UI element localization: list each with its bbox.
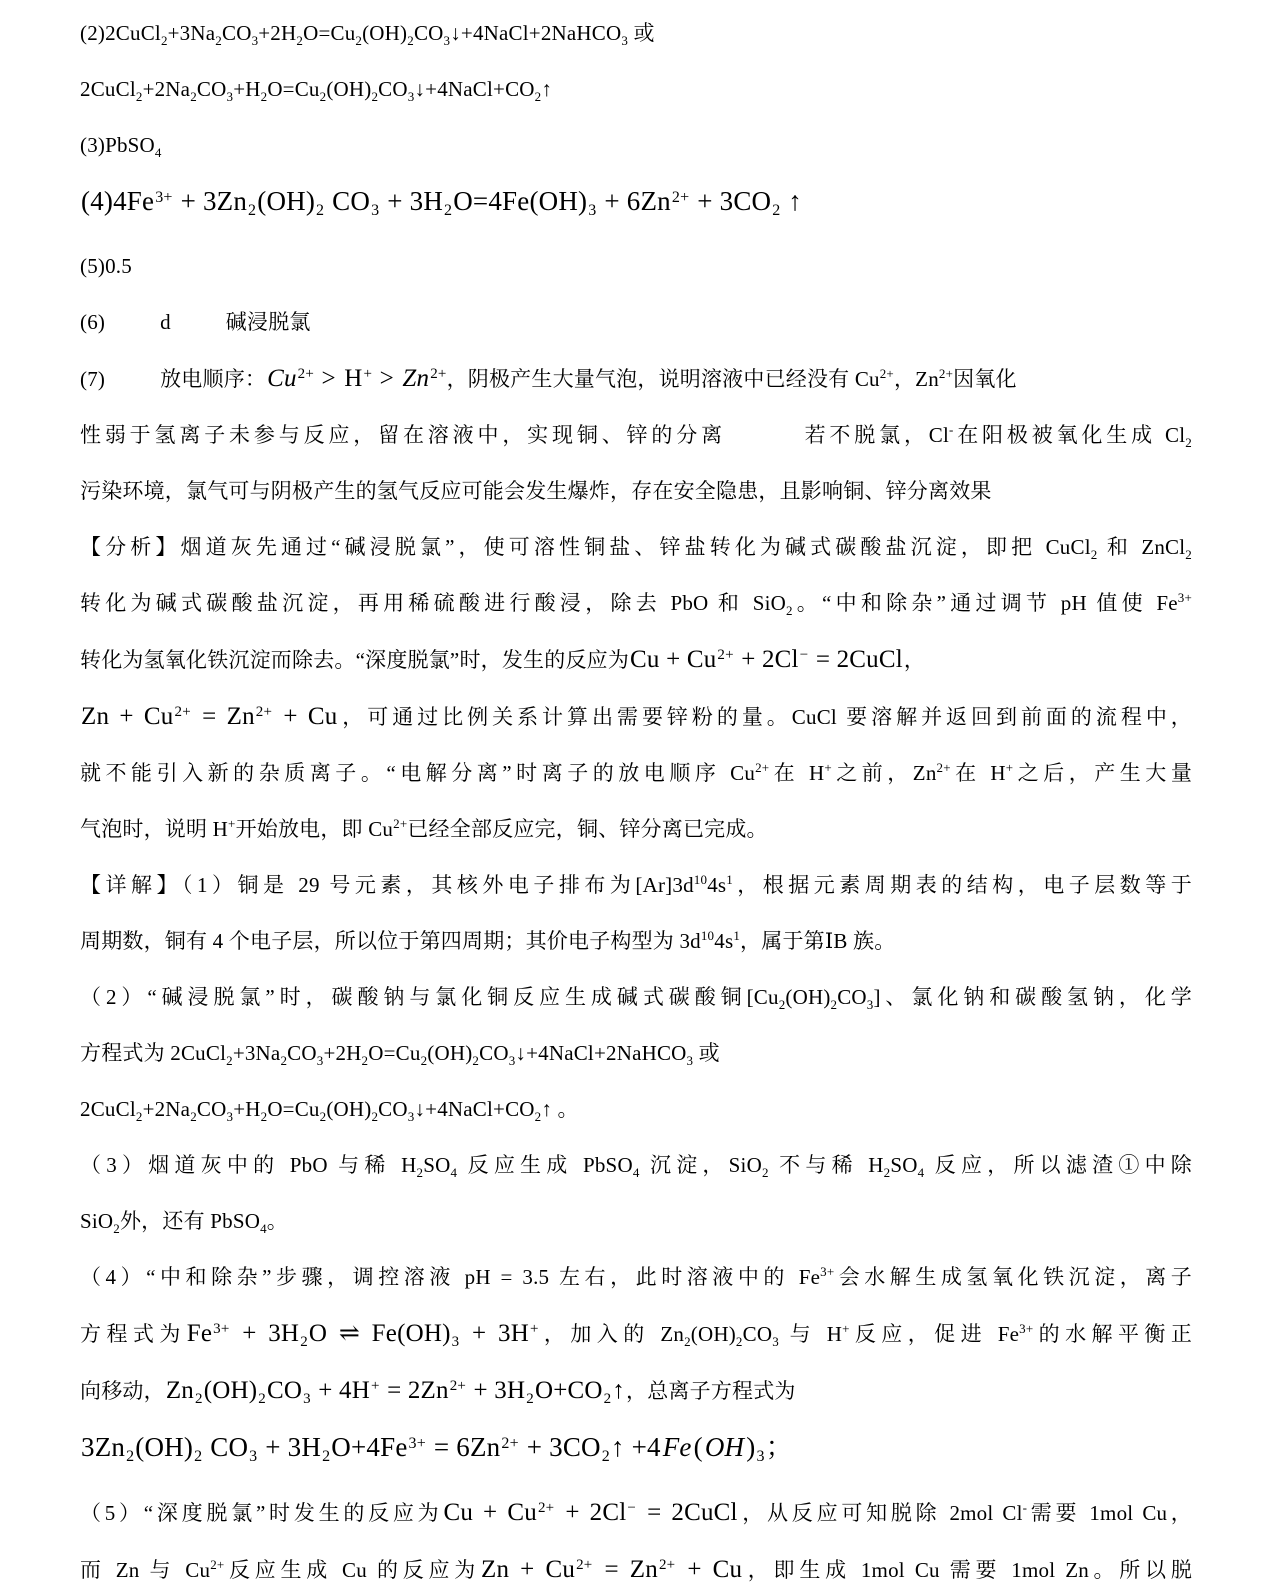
text-run: +: [1005, 760, 1014, 775]
text-run: 在阳极被氧化生成 Cl: [953, 423, 1186, 447]
text-run: ，属于第ⅠB 族。: [740, 929, 896, 953]
text-run: (4)4Fe: [81, 186, 155, 216]
text-run: +2H: [258, 21, 297, 45]
text-line: [80, 128, 1192, 163]
text-run: ↑ 。: [541, 1097, 579, 1121]
text-run: 3: [451, 1334, 460, 1351]
text-run: （4）“中和除杂”步骤，调控溶液 pH = 3.5 左右，此时溶液中的 Fe: [80, 1265, 821, 1289]
text-run: Zn: [402, 365, 430, 392]
text-run: ↑: [612, 1377, 626, 1404]
text-run: O+CO: [534, 1377, 603, 1404]
text-run: + 3Zn: [173, 186, 248, 216]
text-run: 转化为碱式碳酸盐沉淀，再用稀硫酸进行酸浸，除去 PbO 和 SiO: [80, 591, 786, 615]
text-run: 2: [300, 1334, 308, 1351]
text-run: 3+: [213, 1321, 230, 1337]
text-run: 之前，Zn: [831, 761, 937, 785]
text-run: ]、氯化钠和碳酸氢钠，化学: [873, 985, 1193, 1009]
text-run: 2: [194, 1448, 203, 1466]
text-run: + Cu: [273, 703, 338, 730]
text-run: (7): [80, 367, 106, 391]
text-line: [80, 16, 1192, 51]
text-run: 放电顺序：: [160, 367, 267, 391]
text-run: ↓+4NaCl+2NaHCO: [450, 21, 622, 45]
text-line: [80, 1495, 1192, 1531]
text-run: + 2Cl: [734, 646, 799, 673]
text-line: [80, 72, 1192, 107]
text-run: + 4H: [311, 1377, 370, 1404]
text-run: 2: [355, 33, 363, 49]
text-run: 4: [917, 1165, 925, 1181]
text-line: [80, 699, 1192, 735]
text-run: 2: [260, 89, 268, 105]
text-run: (OH): [785, 985, 831, 1009]
text-run: 1: [733, 928, 741, 943]
text-run: 3+: [820, 1264, 835, 1279]
text-run: d: [160, 310, 171, 334]
text-run: Fe: [662, 1432, 692, 1462]
text-run: = Zn: [593, 1556, 658, 1583]
text-run: Cu + Cu: [630, 646, 717, 673]
text-run: −: [627, 1500, 637, 1516]
text-run: ↓+4NaCl+CO: [414, 77, 535, 101]
text-run: Zn: [165, 1377, 194, 1404]
text-run: 在 H: [950, 761, 1006, 785]
text-run: +H: [233, 77, 261, 101]
text-run: 2: [135, 89, 143, 105]
text-run: Cu + Cu: [443, 1499, 537, 1526]
text-run: CO: [479, 1041, 509, 1065]
text-run: 2+: [576, 1557, 593, 1573]
text-line: [80, 474, 1192, 509]
text-run: 2: [319, 89, 327, 105]
text-run: 2: [603, 1391, 612, 1408]
text-run: 3: [226, 1109, 234, 1125]
text-run: （3）烟道灰中的 PbO 与稀 H: [80, 1153, 417, 1177]
text-run: 4: [450, 1165, 458, 1181]
text-run: ↑: [541, 77, 553, 101]
text-run: (OH): [203, 1377, 258, 1404]
text-run: 2: [601, 1448, 610, 1466]
text-run: 2: [1185, 547, 1192, 563]
text-run: 10: [700, 928, 715, 943]
text-run: CO: [196, 77, 227, 101]
text-run: 2+: [393, 816, 408, 831]
text-line: [80, 1552, 1192, 1584]
text-run: >: [373, 365, 401, 392]
text-run: 2: [883, 1165, 891, 1181]
text-run: 或: [693, 1041, 720, 1065]
text-run: +: [842, 1321, 850, 1336]
text-line: [80, 530, 1192, 565]
text-run: 2: [830, 997, 838, 1013]
text-run: (2)2CuCl: [80, 21, 161, 45]
text-run: 反应生成 PbSO: [457, 1153, 633, 1177]
text-run: 2: [420, 1053, 428, 1069]
text-run: ，从反应可知脱除 2mol Cl: [738, 1501, 1023, 1525]
text-run: 2: [778, 997, 786, 1013]
text-run: 碱浸脱氯: [225, 310, 311, 334]
text-run: 2: [1090, 547, 1098, 563]
text-run: 2: [319, 1109, 327, 1125]
text-run: 就不能引入新的杂质离子。“电解分离”时离子的放电顺序 Cu: [80, 761, 756, 785]
text-run: 2+: [671, 189, 690, 206]
text-run: 1: [726, 872, 733, 887]
text-run: O=Cu: [267, 77, 320, 101]
text-run: + 3H: [380, 186, 444, 216]
text-run: (3)PbSO: [80, 133, 155, 157]
text-run: O=Cu: [267, 1097, 320, 1121]
text-run: 3: [316, 1053, 324, 1069]
text-run: 2: [260, 1109, 268, 1125]
text-run: 2: [534, 1109, 542, 1125]
text-run: 2: [534, 89, 542, 105]
text-run: 2+: [210, 1557, 225, 1572]
text-run: （5）“深度脱氯”时发生的反应为: [80, 1501, 443, 1525]
text-run: 10: [693, 872, 708, 887]
text-run: 与 H: [778, 1322, 843, 1346]
text-run: 2+: [936, 760, 951, 775]
text-run: O ⇌ Fe(OH): [308, 1320, 451, 1347]
text-line: [80, 1092, 1192, 1127]
text-run: 反应，促进 Fe: [849, 1322, 1020, 1346]
text-run: 3: [249, 1448, 258, 1466]
text-run: +3Na: [232, 1041, 281, 1065]
text-run: 2+: [297, 366, 315, 382]
text-run: (5)0.5: [80, 254, 132, 278]
text-run: 2: [280, 1053, 288, 1069]
text-run: 若不脱氯，Cl: [800, 423, 950, 447]
text-run: -: [949, 422, 954, 437]
text-run: + 3CO: [519, 1432, 601, 1462]
text-run: 3: [407, 89, 415, 105]
text-run: (OH): [326, 77, 372, 101]
text-line: [80, 812, 1192, 847]
text-run: 。: [266, 1209, 288, 1233]
text-run: + 3H: [230, 1320, 300, 1347]
text-run: 2: [444, 202, 453, 220]
text-run: 3: [508, 1053, 516, 1069]
text-run: 2: [361, 1053, 369, 1069]
text-run: 2: [248, 202, 257, 220]
text-run: 外，还有 PbSO: [119, 1209, 261, 1233]
text-run: = 2CuCl: [637, 1499, 738, 1526]
text-run: = Zn: [191, 703, 255, 730]
text-run: CO: [325, 186, 371, 216]
text-run: SO: [890, 1153, 918, 1177]
text-run: 3: [756, 1448, 765, 1466]
text-run: 3: [226, 89, 234, 105]
text-run: 2: [194, 1391, 203, 1408]
text-run: 2+: [717, 647, 734, 663]
text-run: 4: [632, 1165, 640, 1181]
text-line: [80, 184, 1192, 221]
text-run: 2+: [501, 1435, 519, 1452]
text-run: 2: [190, 89, 197, 105]
text-run: 2: [472, 1053, 480, 1069]
text-run: ，阴极产生大量气泡，说明溶液中已经没有 Cu: [446, 367, 880, 391]
text-line: [80, 1036, 1192, 1071]
text-run: 反应生成 Cu 的反应为: [224, 1558, 480, 1582]
text-run: 3: [686, 1053, 694, 1069]
text-run: +2H: [323, 1041, 362, 1065]
text-line: [80, 1430, 1192, 1467]
text-run: 沉淀，SiO: [639, 1153, 762, 1177]
text-run: 需要 1mol Cu，: [1027, 1501, 1192, 1525]
text-run: 2: [113, 1221, 120, 1237]
text-run: +: [363, 366, 373, 382]
text-run: CO: [266, 1377, 303, 1404]
text-run: O+4Fe: [331, 1432, 408, 1462]
text-run: 已经全部反应完，铜、锌分离已完成。: [407, 817, 768, 841]
text-run: 2CuCl: [80, 1097, 136, 1121]
text-run: + 3CO: [690, 186, 772, 216]
text-run: 2: [371, 89, 379, 105]
text-run: CO: [221, 21, 252, 45]
text-run: CO: [203, 1432, 249, 1462]
text-run: +: [228, 816, 236, 831]
text-run: 不与稀 H: [768, 1153, 884, 1177]
text-run: 3: [621, 33, 629, 49]
text-run: 3Zn: [81, 1432, 126, 1462]
text-run: 2: [526, 1391, 534, 1408]
text-run: ↓+4NaCl+CO: [414, 1097, 535, 1121]
text-run: (OH): [257, 186, 316, 216]
text-run: SiO: [80, 1209, 114, 1233]
text-run: 2: [296, 33, 304, 49]
text-line: [80, 756, 1192, 791]
text-line: [80, 1373, 1192, 1409]
text-run: 2: [785, 603, 793, 619]
text-run: + 3H: [460, 1320, 529, 1347]
text-run: Zn + Cu: [481, 1556, 576, 1583]
text-run: (OH): [135, 1432, 194, 1462]
text-run: 3+: [408, 1435, 426, 1452]
text-run: 3: [772, 1334, 779, 1350]
text-run: 3: [443, 33, 451, 49]
text-run: 2+: [879, 366, 894, 381]
text-run: 之后，产生大量: [1013, 761, 1193, 785]
text-run: 3+: [1019, 1321, 1034, 1336]
text-run: O=4Fe(OH): [453, 186, 588, 216]
text-run: 3: [866, 997, 874, 1013]
text-line: [80, 924, 1192, 959]
text-run: ，Zn: [893, 367, 939, 391]
text-run: = 6Zn: [426, 1432, 501, 1462]
text-run: ，根据元素周期表的结构，电子层数等于: [732, 873, 1192, 897]
text-run: 开始放电，即 Cu: [235, 817, 394, 841]
text-run: 2: [135, 1109, 143, 1125]
text-run: 而 Zn 与 Cu: [80, 1558, 211, 1582]
text-run: 2: [1185, 435, 1192, 451]
text-run: 2: [684, 1334, 691, 1350]
text-run: = 2Zn: [380, 1377, 449, 1404]
text-run: 气泡时，说明 H: [80, 817, 229, 841]
text-run: (OH): [326, 1097, 372, 1121]
text-run: 2: [126, 1448, 135, 1466]
text-run: (OH): [362, 21, 408, 45]
text-run: 2: [160, 33, 168, 49]
text-run: +: [529, 1321, 539, 1337]
text-run: 3+: [155, 189, 173, 206]
text-run: H: [344, 365, 363, 392]
text-run: 因氧化: [953, 367, 1017, 391]
text-run: + 3H: [467, 1377, 526, 1404]
text-run: = 2CuCl: [809, 646, 903, 673]
text-run: 【详解】（1）铜是 29 号元素，其核外电子排布为[Ar]3d: [80, 873, 694, 897]
text-run: 3: [303, 1391, 311, 1408]
text-run: OH: [704, 1432, 745, 1462]
text-run: 方程式为: [80, 1322, 186, 1346]
text-run: −: [799, 647, 809, 663]
text-run: 2: [407, 33, 414, 49]
text-run: 2: [226, 1053, 233, 1069]
text-run: SO: [423, 1153, 451, 1177]
text-run: 会水解生成氢氧化铁沉淀，离子: [834, 1265, 1192, 1289]
text-run: 4: [260, 1221, 267, 1237]
text-run: ，即生成 1mol Cu 需要 1mol Zn。所以脱: [743, 1558, 1193, 1582]
text-run: 2CuCl: [80, 77, 136, 101]
text-run: Cu: [267, 365, 297, 392]
text-run: 2: [735, 1334, 743, 1350]
text-run: 2: [316, 202, 325, 220]
text-run: CO: [287, 1041, 317, 1065]
text-run: ↑ +4: [610, 1432, 661, 1462]
text-run: Fe: [186, 1320, 213, 1347]
text-run: >: [315, 365, 343, 392]
text-line: [80, 868, 1192, 903]
text-run: +2Na: [142, 1097, 191, 1121]
text-run: 2+: [658, 1557, 676, 1573]
text-line: [80, 1316, 1192, 1352]
text-run: 2: [322, 1448, 331, 1466]
text-run: 2: [772, 202, 781, 220]
text-run: 在 H: [769, 761, 825, 785]
text-run: ↑: [781, 186, 803, 216]
text-run: CO: [837, 985, 867, 1009]
text-run: ，总离子方程式为: [626, 1379, 796, 1403]
text-run: 2+: [449, 1378, 467, 1394]
text-run: 2+: [174, 704, 191, 720]
text-run: ；: [765, 1432, 793, 1462]
text-run: 【分析】烟道灰先通过“碱浸脱氯”，使可溶性铜盐、锌盐转化为碱式碳酸盐沉淀，即把 CuCl: [80, 535, 1091, 559]
text-run: ，可通过比例关系计算出需要锌粉的量。CuCl 要溶解并返回到前面的流程中，: [338, 705, 1192, 729]
text-run: 3+: [1177, 590, 1192, 605]
text-run: 3: [371, 202, 380, 220]
text-run: 2: [416, 1165, 424, 1181]
text-run: 的水解平衡正: [1033, 1322, 1193, 1346]
text-run: + 6Zn: [597, 186, 671, 216]
text-run: ，: [903, 648, 926, 672]
text-line: [80, 1260, 1192, 1295]
text-line: [80, 361, 1192, 397]
text-run: (OH): [690, 1322, 736, 1346]
text-run: 3: [407, 1109, 415, 1125]
text-run: (6): [80, 310, 106, 334]
text-run: 2+: [755, 760, 770, 775]
text-run: -: [1022, 1500, 1028, 1515]
text-run: 污染环境，氯气可与阴极产生的氢气反应可能会发生爆炸，存在安全隐患，且影响铜、锌分离效果: [80, 479, 992, 503]
text-run: + 3H: [258, 1432, 322, 1462]
text-run: 2: [371, 1109, 379, 1125]
text-run: 或: [628, 21, 655, 45]
text-run: + Cu: [676, 1556, 743, 1583]
text-run: +: [824, 760, 832, 775]
text-run: CO: [378, 1097, 408, 1121]
text-run: 2: [215, 33, 222, 49]
text-run: 4: [154, 145, 162, 161]
text-run: (: [693, 1432, 703, 1462]
text-run: 2: [258, 1391, 266, 1408]
text-run: Zn + Cu: [81, 703, 174, 730]
text-run: 3: [251, 33, 259, 49]
text-run: ↓+4NaCl+2NaHCO: [515, 1041, 687, 1065]
text-run: 4s: [707, 873, 727, 897]
text-run: 2+: [537, 1500, 555, 1516]
text-run: 反应，所以滤渣①中除: [924, 1153, 1193, 1177]
text-line: [80, 418, 1192, 453]
text-line: [80, 980, 1192, 1015]
text-run: 周期数，铜有 4 个电子层，所以位于第四周期；其价电子构型为 3d: [80, 929, 701, 953]
text-run: +3Na: [167, 21, 216, 45]
text-line: [80, 249, 1192, 284]
text-run: ): [746, 1432, 756, 1462]
text-run: 性弱于氢离子未参与反应，留在溶液中，实现铜、锌的分离: [80, 423, 726, 447]
text-run: O=Cu: [303, 21, 356, 45]
text-run: CO: [196, 1097, 227, 1121]
text-run: CO: [742, 1322, 773, 1346]
text-run: +H: [233, 1097, 261, 1121]
text-run: (OH): [427, 1041, 473, 1065]
text-run: + 2Cl: [555, 1499, 627, 1526]
text-run: 向移动，: [80, 1379, 165, 1403]
text-run: 3: [588, 202, 597, 220]
text-line: [80, 1148, 1192, 1183]
text-run: 2: [761, 1165, 769, 1181]
text-run: 方程式为 2CuCl: [80, 1041, 227, 1065]
text-run: +: [370, 1378, 380, 1394]
text-run: 和 ZnCl: [1097, 535, 1186, 559]
text-run: 2: [190, 1109, 197, 1125]
text-run: +2Na: [142, 77, 191, 101]
text-line: [80, 586, 1192, 621]
text-run: （2）“碱浸脱氯”时，碳酸钠与氯化铜反应生成碱式碳酸铜[Cu: [80, 985, 779, 1009]
text-run: ，加入的 Zn: [538, 1322, 685, 1346]
text-run: CO: [378, 77, 408, 101]
text-run: 2+: [255, 704, 273, 720]
text-line: [80, 305, 1192, 340]
text-run: 转化为氢氧化铁沉淀而除去。“深度脱氯”时，发生的反应为: [80, 648, 630, 672]
text-run: 2+: [938, 366, 954, 381]
text-line: [80, 642, 1192, 678]
text-run: 2+: [430, 366, 447, 382]
text-line: [80, 1204, 1192, 1239]
text-run: CO: [413, 21, 444, 45]
text-run: O=Cu: [368, 1041, 421, 1065]
text-run: 。“中和除杂”通过调节 pH 值使 Fe: [792, 591, 1178, 615]
text-run: 4s: [714, 929, 734, 953]
